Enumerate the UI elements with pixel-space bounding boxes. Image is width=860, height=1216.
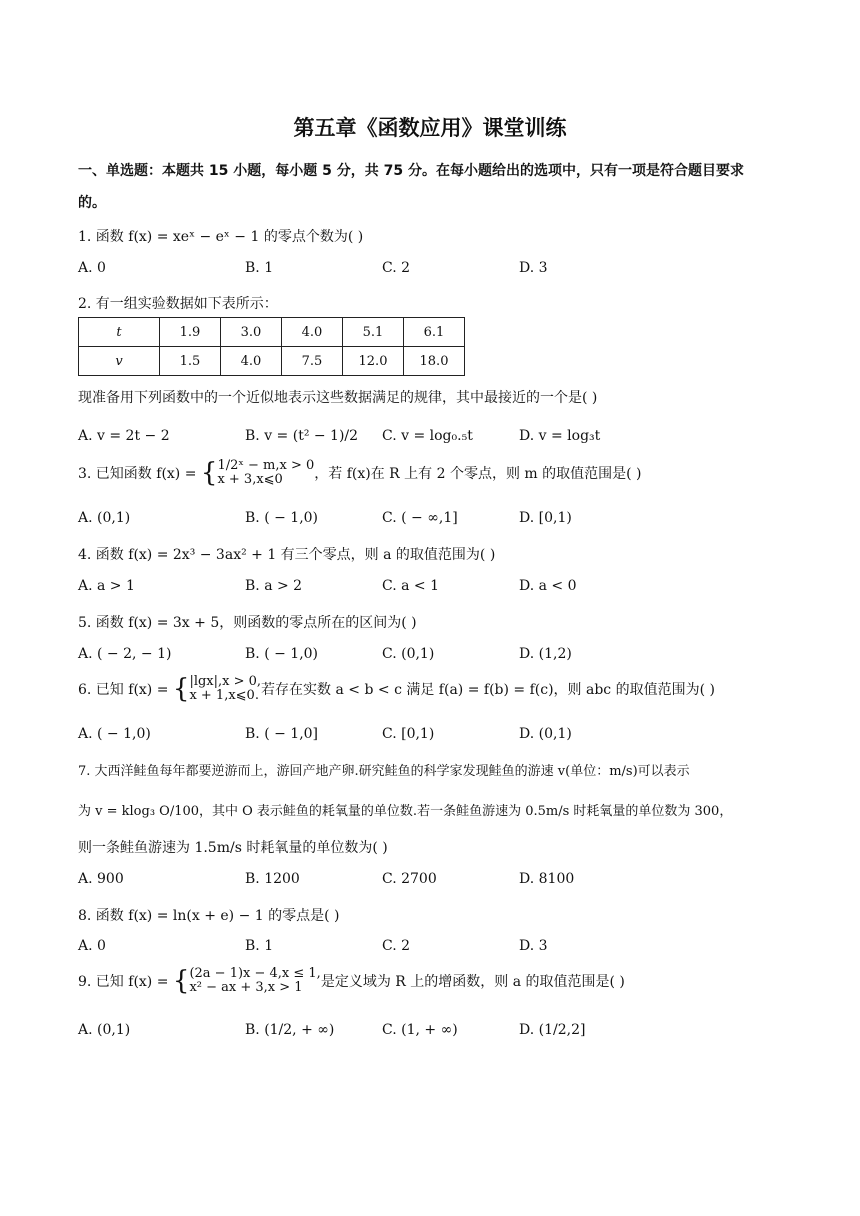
q8-option-c: C. 2 xyxy=(382,938,411,954)
q8-option-a: A. 0 xyxy=(78,938,106,954)
q9-option-b: B. (1/2, + ∞) xyxy=(245,1022,335,1038)
q8-option-b: B. 1 xyxy=(245,938,274,954)
q1-option-d: D. 3 xyxy=(519,260,548,276)
table-cell: 7.5 xyxy=(282,347,343,376)
q9-option-d: D. (1/2,2] xyxy=(519,1022,586,1038)
q1-option-a: A. 0 xyxy=(78,260,106,276)
q5-option-a: A. ( − 2, − 1) xyxy=(78,646,172,662)
question-1-stem: 1. 函数 f(x) = xeˣ − eˣ − 1 的零点个数为( ) xyxy=(78,229,364,245)
q4-option-b: B. a > 2 xyxy=(245,578,303,594)
question-9-stem xyxy=(78,966,625,996)
q3-suffix: ，若 f(x)在 R 上有 2 个零点，则 m 的取值范围是( ) xyxy=(314,466,642,482)
q7-option-c: C. 2700 xyxy=(382,871,437,887)
table-cell: 12.0 xyxy=(343,347,404,376)
table-cell: t xyxy=(79,318,160,347)
table-cell: 1.5 xyxy=(160,347,221,376)
q4-option-a: A. a > 1 xyxy=(78,578,135,594)
question-5-stem: 5. 函数 f(x) = 3x + 5，则函数的零点所在的区间为( ) xyxy=(78,615,417,631)
q5-option-b: B. ( − 1,0) xyxy=(245,646,319,662)
section-heading: 一、单选题：本题共 15 小题，每小题 5 分，共 75 分。在每小题给出的选项中，只有一项是符合题目要求 xyxy=(78,163,744,179)
q9-suffix: 是定义域为 R 上的增函数，则 a 的取值范围是( ) xyxy=(320,974,625,990)
q3-case-2: x + 3,x⩽0 xyxy=(217,472,283,487)
q9-cases xyxy=(189,967,320,995)
q6-cases xyxy=(189,675,261,703)
table-cell: 18.0 xyxy=(404,347,465,376)
question-2-stem: 2. 有一组实验数据如下表所示： xyxy=(78,296,278,312)
q7-option-a: A. 900 xyxy=(78,871,124,887)
page-title: 第五章《函数应用》课堂训练 xyxy=(293,116,567,140)
q7-option-d: D. 8100 xyxy=(519,871,575,887)
table-cell: 1.9 xyxy=(160,318,221,347)
q2-option-d: D. v = log₃t xyxy=(519,428,601,444)
q2-option-a: A. v = 2t − 2 xyxy=(78,428,170,444)
question-4-stem: 4. 函数 f(x) = 2x³ − 3ax² + 1 有三个零点，则 a 的取值范围为( ) xyxy=(78,547,496,563)
q8-option-d: D. 3 xyxy=(519,938,548,954)
table-cell: v xyxy=(79,347,160,376)
q3-option-c: C. ( − ∞,1] xyxy=(382,510,458,526)
table-cell: 4.0 xyxy=(221,347,282,376)
q4-option-c: C. a < 1 xyxy=(382,578,439,594)
q1-option-c: C. 2 xyxy=(382,260,411,276)
q2-option-b: B. v = (t² − 1)/2 xyxy=(245,428,359,444)
q1-option-b: B. 1 xyxy=(245,260,274,276)
q7-option-b: B. 1200 xyxy=(245,871,300,887)
q3-prefix: 3. 已知函数 f(x) = xyxy=(78,466,201,482)
q9-option-c: C. (1, + ∞) xyxy=(382,1022,458,1038)
question-7-line-3: 则一条鲑鱼游速为 1.5m/s 时耗氧量的单位数为( ) xyxy=(78,840,388,856)
q4-option-d: D. a < 0 xyxy=(519,578,577,594)
q9-prefix: 9. 已知 f(x) = xyxy=(78,974,173,990)
q2-option-c: C. v = log₀.₅t xyxy=(382,428,473,444)
question-7-line-1: 7. 大西洋鲑鱼每年都要逆游而上，游回产地产卵.研究鲑鱼的科学家发现鲑鱼的游速 v(单位：m/s)可以表示 xyxy=(78,764,690,779)
q3-option-a: A. (0,1) xyxy=(78,510,131,526)
q9-option-a: A. (0,1) xyxy=(78,1022,131,1038)
q5-option-c: C. (0,1) xyxy=(382,646,435,662)
q6-option-d: D. (0,1) xyxy=(519,726,572,742)
question-7-line-2: 为 v = klog₃ O/100，其中 O 表示鲑鱼的耗氧量的单位数.若一条鲑鱼游速为 0.5m/s 时耗氧量的单位数为 300， xyxy=(78,804,733,819)
table-cell: 6.1 xyxy=(404,318,465,347)
question-6-stem xyxy=(78,674,715,704)
section-heading-cont: 的。 xyxy=(78,195,106,211)
q9-case-1: (2a − 1)x − 4,x ≤ 1, xyxy=(189,966,321,981)
q6-suffix: 若存在实数 a < b < c 满足 f(a) = f(b) = f(c)，则 abc 的取值范围为( ) xyxy=(261,682,715,698)
q6-option-c: C. [0,1) xyxy=(382,726,435,742)
q6-option-b: B. ( − 1,0] xyxy=(245,726,319,742)
question-8-stem: 8. 函数 f(x) = ln(x + e) − 1 的零点是( ) xyxy=(78,908,340,924)
q3-case-1: 1/2ˣ − m,x > 0 xyxy=(217,458,315,473)
q3-option-d: D. [0,1) xyxy=(519,510,572,526)
question-2-stem-cont: 现准备用下列函数中的一个近似地表示这些数据满足的规律，其中最接近的一个是( ) xyxy=(78,390,598,406)
q6-prefix: 6. 已知 f(x) = xyxy=(78,682,173,698)
table-row xyxy=(79,347,465,376)
brace-symbol: { xyxy=(200,458,218,488)
brace-symbol: { xyxy=(172,674,190,704)
table-cell: 4.0 xyxy=(282,318,343,347)
table-cell: 3.0 xyxy=(221,318,282,347)
q9-case-2: x² − ax + 3,x > 1 xyxy=(189,980,303,995)
brace-symbol: { xyxy=(172,966,190,996)
q3-option-b: B. ( − 1,0) xyxy=(245,510,319,526)
q6-case-1: |lgx|,x > 0, xyxy=(189,674,262,689)
data-table xyxy=(78,317,465,376)
q5-option-d: D. (1,2) xyxy=(519,646,572,662)
q6-option-a: A. ( − 1,0) xyxy=(78,726,151,742)
question-3-stem xyxy=(78,458,642,488)
q3-cases xyxy=(217,459,314,487)
q6-case-2: x + 1,x⩽0. xyxy=(189,688,259,703)
table-row xyxy=(79,318,465,347)
table-cell: 5.1 xyxy=(343,318,404,347)
